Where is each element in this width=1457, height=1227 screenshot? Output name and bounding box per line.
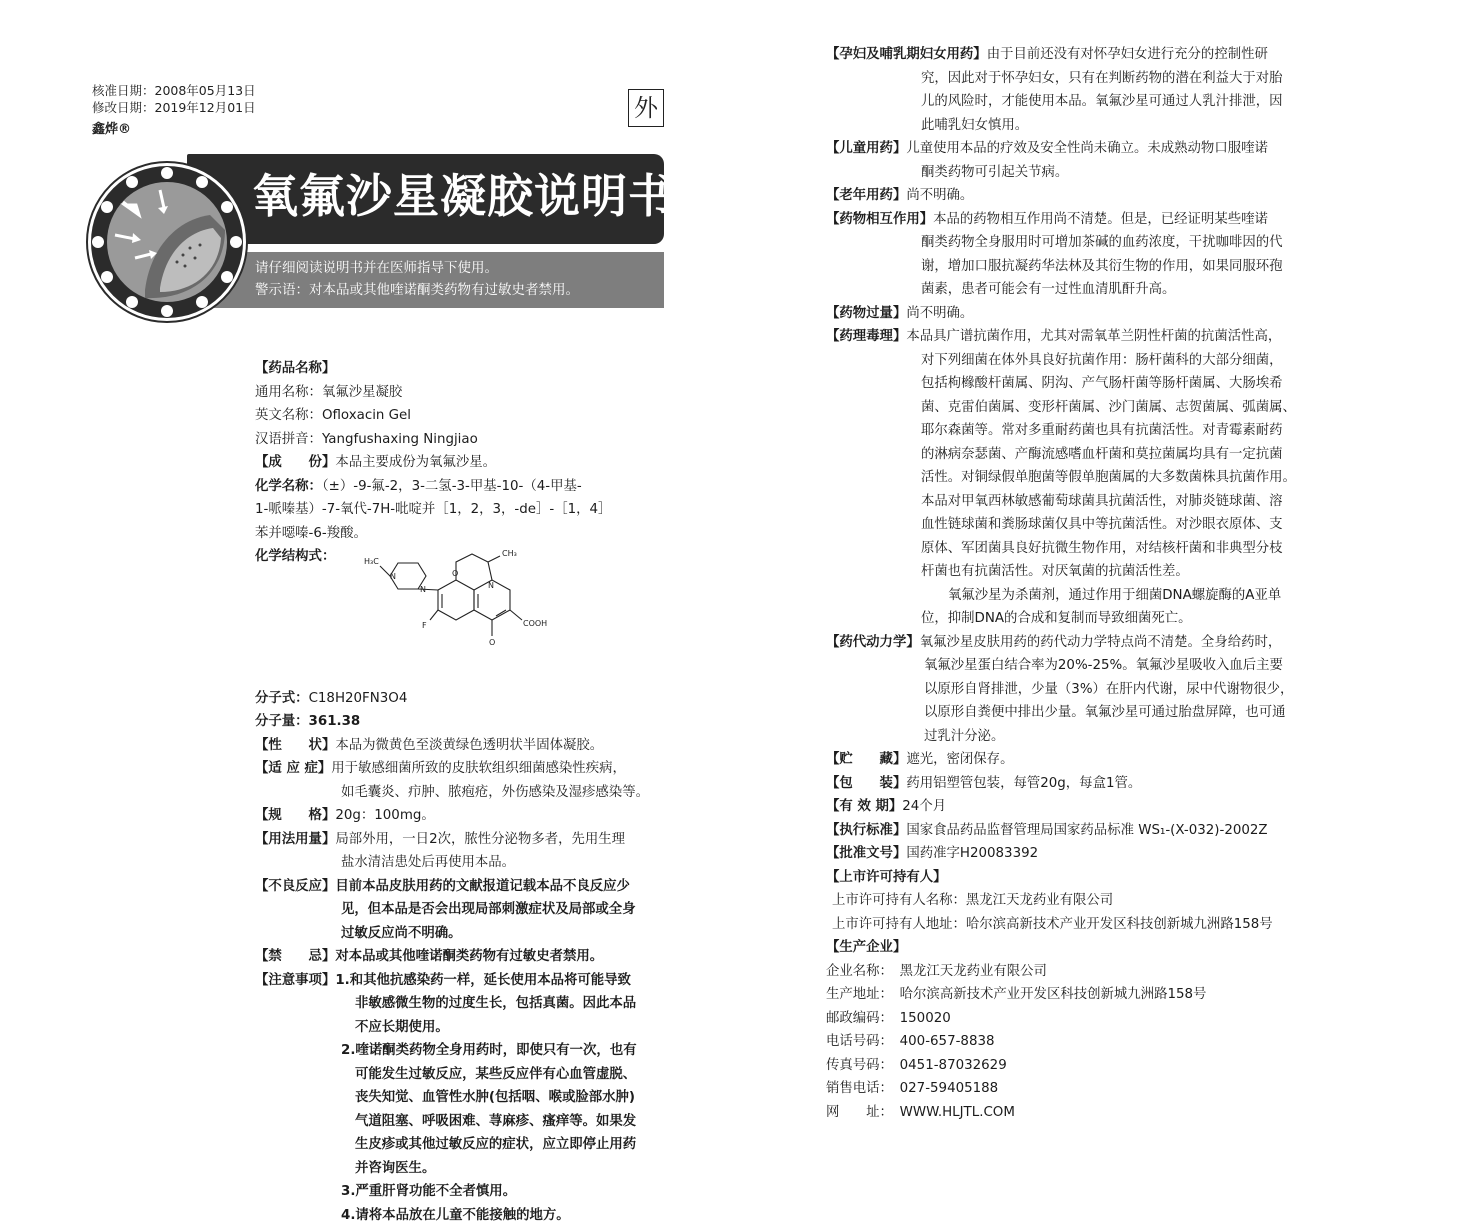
adverse-line-2: 见，但本品是否会出现局部刺激症状及局部或全身: [255, 898, 675, 922]
dates-block: [92, 82, 256, 116]
notice-line-1: 请仔细阅读说明书并在医师指导下使用。: [255, 257, 579, 279]
inter-row: [826, 208, 1366, 232]
ingredient-text: 本品主要成份为氧氟沙星。: [335, 455, 496, 470]
holder-heading: 【上市许可持有人】: [826, 866, 1366, 890]
indication-line-2: 如毛囊炎、疖肿、脓疱疮，外伤感染及湿疹感染等。: [255, 781, 675, 805]
contra-label: 【禁 忌】: [255, 949, 335, 964]
holder-name: 上市许可持有人名称：黑龙江天龙药业有限公司: [826, 889, 1366, 913]
inter-line-4: 菌素，患者可能会有一过性血清肌酐升高。: [826, 278, 1366, 302]
struct-o-ring: O: [452, 569, 458, 578]
notice-text: [255, 257, 579, 301]
contra-text: 对本品或其他喹诺酮类药物有过敏史者禁用。: [335, 949, 603, 964]
inter-line-1: 本品的药物相互作用尚不清楚。但是，已经证明某些喹诺: [933, 212, 1268, 227]
sales-phone: 销售电话： 027-59405188: [826, 1077, 1366, 1101]
indication-line-1: 用于敏感细菌所致的皮肤软组织细菌感染性疾病，: [331, 761, 626, 776]
pk-row: [826, 631, 1366, 655]
pharm-line-5: 耶尔森菌等。常对多重耐药菌也具有抗菌活性。对青霉素耐药: [826, 419, 1366, 443]
manufacturer-address: 生产地址： 哈尔滨高新技术产业开发区科技创新城九洲路158号: [826, 983, 1366, 1007]
zip-code: 邮政编码： 150020: [826, 1007, 1366, 1031]
skin-emblem-icon: [85, 160, 250, 325]
external-use-mark: 外: [628, 89, 664, 127]
struct-n1: N: [390, 572, 396, 581]
approval-label: 【批准文号】: [826, 846, 906, 861]
appearance-text: 本品为微黄色至淡黄绿色透明状半固体凝胶。: [335, 738, 603, 753]
pinyin-name: 汉语拼音：Yangfushaxing Ningjiao: [255, 428, 675, 452]
indication-label: 【适 应 症】: [255, 761, 331, 776]
pk-label: 【药代动力学】: [826, 635, 920, 650]
formula-label: 分子式：: [255, 691, 309, 706]
revision-date: 修改日期：2019年12月01日: [92, 99, 256, 116]
manufacturer-heading: 【生产企业】: [826, 936, 1366, 960]
pharm-label: 【药理毒理】: [826, 329, 906, 344]
molecular-weight: 分子量：361.38: [255, 710, 675, 734]
usage-label: 【用法用量】: [255, 832, 335, 847]
chemical-structure-diagram: [360, 548, 560, 658]
pk-line-5: 过乳汁分泌。: [826, 725, 1366, 749]
struct-h3c: H₃C: [364, 557, 379, 566]
approval-row: [826, 842, 1366, 866]
drug-name-heading: 【药品名称】: [255, 357, 675, 381]
usage-row: [255, 828, 675, 852]
manufacturer-name: 企业名称： 黑龙江天龙药业有限公司: [826, 960, 1366, 984]
struct-n2: N: [420, 585, 426, 594]
valid-row: [826, 795, 1366, 819]
struct-f: F: [422, 621, 427, 630]
chemname-line-2: 1-哌嗪基）-7-氧代-7H-吡啶并［1，2，3，-de］-［1，4］: [255, 498, 675, 522]
preg-label: 【孕妇及哺乳期妇女用药】: [826, 47, 987, 62]
pharm-line-12: 氧氟沙星为杀菌剂，通过作用于细菌DNA螺旋酶的A亚单: [826, 584, 1366, 608]
caution-line-11: 4.请将本品放在儿童不能接触的地方。: [255, 1204, 675, 1227]
pharm-line-8: 本品对甲氧西林敏感葡萄球菌具抗菌活性，对肺炎链球菌、溶: [826, 490, 1366, 514]
inter-line-3: 谢，增加口服抗凝药华法林及其衍生物的作用，如果同服环孢: [826, 255, 1366, 279]
caution-line-3: 不应长期使用。: [255, 1016, 675, 1040]
chemname-label: 化学名称：: [255, 479, 322, 494]
website: 网 址： WWW.HLJTL.COM: [826, 1101, 1366, 1125]
preg-line-3: 儿的风险时，才能使用本品。氧氟沙星可通过人乳汁排泄，因: [826, 90, 1366, 114]
caution-line-5: 可能发生过敏反应，某些反应伴有心血管虚脱、: [255, 1063, 675, 1087]
pharm-line-9: 血性链球菌和粪肠球菌仅具中等抗菌活性。对沙眼衣原体、支: [826, 513, 1366, 537]
caution-line-4: 2.喹诺酮类药物全身用药时，即使只有一次，也有: [255, 1039, 675, 1063]
phone-number: 电话号码： 400-657-8838: [826, 1030, 1366, 1054]
elder-row: [826, 184, 1366, 208]
caution-line-8: 生皮疹或其他过敏反应的症状，应立即停止用药: [255, 1133, 675, 1157]
pharm-line-4: 菌、克雷伯菌属、变形杆菌属、沙门菌属、志贺菌属、弧菌属、: [826, 396, 1366, 420]
elder-label: 【老年用药】: [826, 188, 906, 203]
ingredient-label: 【成 份】: [255, 455, 335, 470]
holder-address: 上市许可持有人地址：哈尔滨高新技术产业开发区科技创新城九洲路158号: [826, 913, 1366, 937]
english-name: 英文名称：Ofloxacin Gel: [255, 404, 675, 428]
spec-label: 【规 格】: [255, 808, 335, 823]
adverse-row: [255, 875, 675, 899]
storage-label: 【贮 藏】: [826, 752, 906, 767]
pk-line-2: 氧氟沙星蛋白结合率为20%-25%。氧氟沙星吸收入血后主要: [826, 654, 1366, 678]
caution-line-9: 并咨询医生。: [255, 1157, 675, 1181]
chemname-row: [255, 475, 675, 499]
pharm-line-6: 的淋病奈瑟菌、产酶流感嗜血杆菌和莫拉菌属均具有一定抗菌: [826, 443, 1366, 467]
caution-line-6: 丧失知觉、血管性水肿(包括咽、喉或脸部水肿): [255, 1086, 675, 1110]
pk-line-3: 以原形自肾排泄，少量（3%）在肝内代谢，尿中代谢物很少，: [826, 678, 1366, 702]
molecular-formula: C18H20FN3O4: [309, 691, 408, 706]
adverse-line-1: 目前本品皮肤用药的文献报道记载本品不良反应少: [335, 879, 630, 894]
right-column: [826, 43, 1366, 1124]
inter-line-2: 酮类药物全身服用时可增加茶碱的血药浓度，干扰咖啡因的代: [826, 231, 1366, 255]
chemname-line-1: （±）-9-氟-2，3-二氢-3-甲基-10-（4-甲基-: [322, 479, 582, 494]
left-column: [255, 357, 675, 1227]
contra-row: [255, 945, 675, 969]
pk-line-1: 氧氟沙星皮肤用药的药代动力学特点尚不清楚。全身给药时，: [920, 635, 1282, 650]
storage-text: 遮光，密闭保存。: [906, 752, 1013, 767]
caution-line-7: 气道阻塞、呼吸困难、荨麻疹、瘙痒等。如果发: [255, 1110, 675, 1134]
struct-cooh: COOH: [523, 619, 547, 628]
appearance-row: [255, 734, 675, 758]
pack-text: 药用铝塑管包装，每管20g，每盒1管。: [906, 776, 1141, 791]
appearance-label: 【性 状】: [255, 738, 335, 753]
pharm-line-1: 本品具广谱抗菌作用，尤其对需氧革兰阴性杆菌的抗菌活性高，: [906, 329, 1281, 344]
inter-label: 【药物相互作用】: [826, 212, 933, 227]
indication-row: [255, 757, 675, 781]
preg-line-4: 此哺乳妇女慎用。: [826, 114, 1366, 138]
page-title: 氧氟沙星凝胶说明书: [252, 160, 675, 226]
pharm-line-2: 对下列细菌在体外具良好抗菌作用：肠杆菌科的大部分细菌，: [826, 349, 1366, 373]
caution-line-10: 3.严重肝肾功能不全者慎用。: [255, 1180, 675, 1204]
approval-text: 国药准字H20083392: [906, 846, 1038, 861]
caution-label: 【注意事项】: [255, 973, 335, 988]
spec-text: 20g：100mg。: [335, 808, 434, 823]
caution-line-1: 1.和其他抗感染药一样，延长使用本品将可能导致: [335, 973, 631, 988]
caution-line-2: 非敏感微生物的过度生长，包括真菌。因此本品: [255, 992, 675, 1016]
preg-row: [826, 43, 1366, 67]
pharm-line-7: 活性。对铜绿假单胞菌等假单胞菌属的大多数菌株具抗菌作用。: [826, 466, 1366, 490]
std-label: 【执行标准】: [826, 823, 906, 838]
child-line-1: 儿童使用本品的疗效及安全性尚未确立。未成熟动物口服喹诺: [906, 141, 1268, 156]
preg-line-2: 究，因此对于怀孕妇女，只有在判断药物的潜在利益大于对胎: [826, 67, 1366, 91]
chemname-line-3: 苯并噁嗪-6-羧酸。: [255, 522, 675, 546]
child-line-2: 酮类药物可引起关节病。: [826, 161, 1366, 185]
valid-label: 【有 效 期】: [826, 799, 902, 814]
std-text: 国家食品药品监督管理局国家药品标准 WS₁-(X-032)-2002Z: [906, 823, 1267, 838]
formula-row: [255, 687, 675, 711]
pharm-line-13: 位，抑制DNA的合成和复制而导致细菌死亡。: [826, 607, 1366, 631]
pharm-row: [826, 325, 1366, 349]
spec-row: [255, 804, 675, 828]
pk-line-4: 以原形自粪便中排出少量。氧氟沙星可通过胎盘屏障，也可通: [826, 701, 1366, 725]
std-row: [826, 819, 1366, 843]
pharm-line-3: 包括枸橼酸杆菌属、阴沟、产气肠杆菌等肠杆菌属、大肠埃希: [826, 372, 1366, 396]
struct-o-keto: O: [489, 638, 495, 647]
pharm-line-10: 原体、军团菌具良好抗微生物作用，对结核杆菌和非典型分枝: [826, 537, 1366, 561]
fax-number: 传真号码： 0451-87032629: [826, 1054, 1366, 1078]
usage-line-1: 局部外用，一日2次，脓性分泌物多者，先用生理: [335, 832, 625, 847]
brand-logo: 鑫烨®: [92, 118, 131, 137]
approval-date: 核准日期：2008年05月13日: [92, 82, 256, 99]
adverse-label: 【不良反应】: [255, 879, 335, 894]
notice-line-2: 警示语：对本品或其他喹诺酮类药物有过敏史者禁用。: [255, 279, 579, 301]
child-row: [826, 137, 1366, 161]
pack-row: [826, 772, 1366, 796]
storage-row: [826, 748, 1366, 772]
struct-n3: N: [488, 581, 494, 590]
ingredient-row: [255, 451, 675, 475]
adverse-line-3: 过敏反应尚不明确。: [255, 922, 675, 946]
preg-line-1: 由于目前还没有对怀孕妇女进行充分的控制性研: [987, 47, 1268, 62]
overdose-label: 【药物过量】: [826, 306, 906, 321]
overdose-text: 尚不明确。: [906, 306, 973, 321]
structure-label: 化学结构式：: [255, 545, 675, 569]
elder-text: 尚不明确。: [906, 188, 973, 203]
caution-row: [255, 969, 675, 993]
usage-line-2: 盐水清洁患处后再使用本品。: [255, 851, 675, 875]
overdose-row: [826, 302, 1366, 326]
pack-label: 【包 装】: [826, 776, 906, 791]
pharm-line-11: 杆菌也有抗菌活性。对厌氧菌的抗菌活性差。: [826, 560, 1366, 584]
valid-text: 24个月: [902, 799, 946, 814]
child-label: 【儿童用药】: [826, 141, 906, 156]
struct-ch3: CH₃: [502, 549, 517, 558]
generic-name: 通用名称：氧氟沙星凝胶: [255, 381, 675, 405]
